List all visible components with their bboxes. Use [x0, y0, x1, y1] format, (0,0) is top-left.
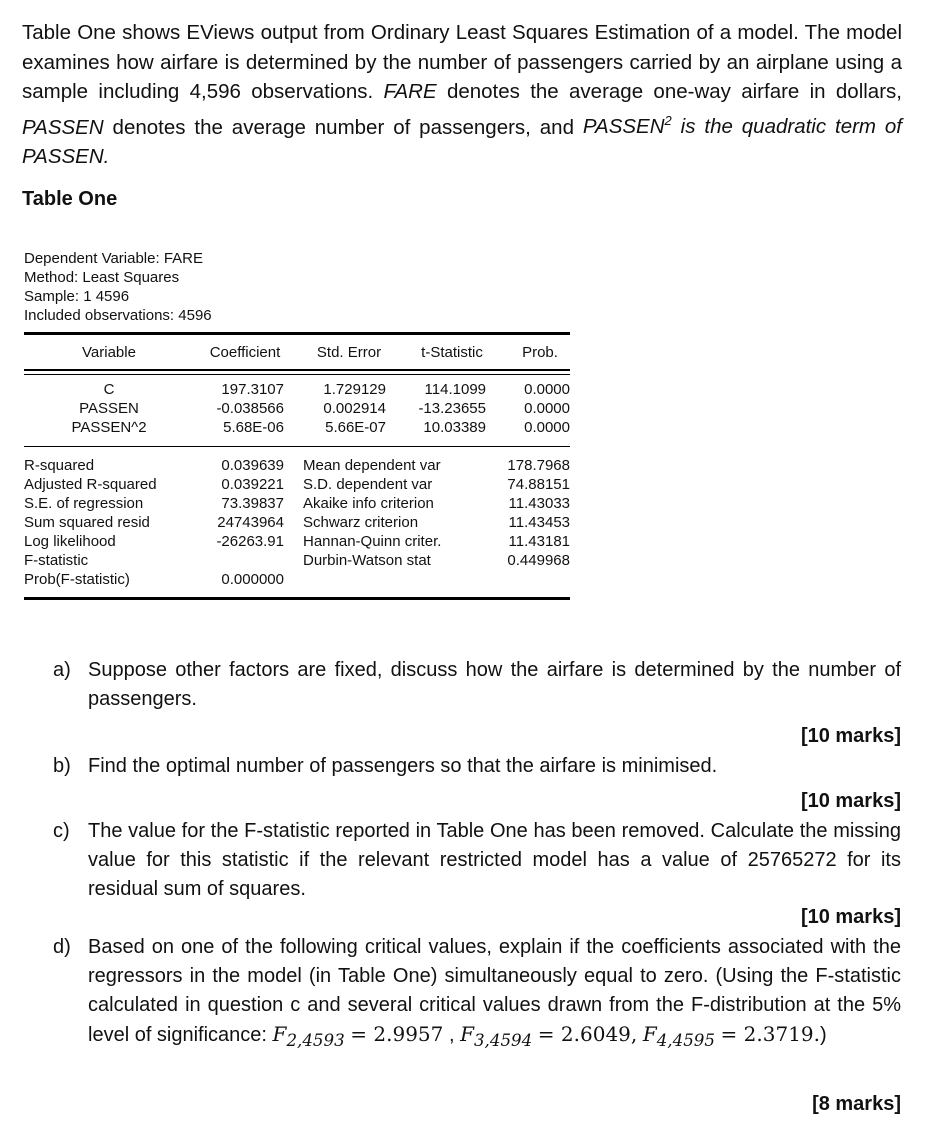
stat-right-label-3: Schwarz criterion [303, 514, 419, 531]
header-bottom-rule-2 [24, 374, 570, 375]
intro-passen: PASSEN [22, 115, 104, 139]
header-prob: Prob. [522, 344, 558, 361]
question-a-letter: a) [53, 659, 71, 681]
coef-coefficient-c: 197.3107 [221, 381, 284, 398]
intro-text-2: denotes the average one-way airfare in dollars, [436, 80, 902, 103]
marks-d: [8 marks] [812, 1093, 901, 1115]
stat-left-value-0: 0.039639 [221, 457, 284, 474]
stat-right-label-5: Durbin-Watson stat [303, 552, 431, 569]
coef-variable-passen2: PASSEN^2 [71, 419, 147, 436]
stat-right-label-1: S.D. dependent var [303, 476, 433, 493]
critical-value-f3: = 2.3719. [720, 1022, 820, 1046]
stat-left-value-3: 24743964 [217, 514, 284, 531]
intro-passen2: PASSEN [582, 115, 665, 139]
stat-left-value-1: 0.039221 [221, 476, 284, 493]
coef-coefficient-passen2: 5.68E-06 [223, 419, 284, 436]
stat-right-value-3: 11.43453 [508, 514, 570, 531]
stat-right-label-2: Akaike info criterion [303, 495, 434, 512]
coef-std-error-c: 1.729129 [323, 381, 386, 398]
coef-std-error-passen2: 5.66E-07 [325, 419, 386, 436]
stat-right-label-4: Hannan-Quinn criter. [303, 533, 442, 550]
header-std-error: Std. Error [316, 344, 382, 361]
coef-t-stat-c: 114.1099 [424, 381, 486, 398]
intro-superscript: 2 [664, 113, 672, 129]
question-b-letter: b) [53, 755, 71, 777]
stat-left-value-4: -26263.91 [216, 533, 284, 550]
intro-text-4: is the quadratic term of PASSEN. [22, 115, 902, 168]
stat-left-value-2: 73.39837 [221, 495, 284, 512]
coef-variable-c: C [103, 381, 115, 398]
stat-left-label-2: S.E. of regression [24, 495, 144, 512]
coef-stats-divider [24, 446, 570, 447]
header-bottom-rule-1 [24, 369, 570, 371]
stat-left-label-5: F-statistic [24, 552, 89, 569]
coef-prob-c: 0.0000 [524, 381, 570, 398]
coef-prob-passen: 0.0000 [524, 400, 570, 417]
intro-text-3: denotes the average number of passengers, and [103, 115, 574, 139]
question-a-text: Suppose other factors are fixed, discuss how the airfare is determined by the number of passengers. [88, 659, 901, 710]
critical-value-f3-symbol: F [642, 1022, 657, 1046]
stat-right-value-5: 0.449968 [507, 552, 570, 569]
header-coefficient: Coefficient [209, 344, 281, 361]
critical-value-f2: = 2.6049, [537, 1022, 638, 1046]
critical-value-f1-df: 2,4593 [286, 1031, 345, 1050]
stat-right-value-2: 11.43033 [508, 495, 570, 512]
coef-t-stat-passen2: 10.03389 [423, 419, 486, 436]
coef-std-error-passen: 0.002914 [323, 400, 386, 417]
coef-prob-passen2: 0.0000 [524, 419, 570, 436]
marks-c: [10 marks] [800, 906, 901, 928]
question-c-letter: c) [53, 820, 70, 842]
table-top-rule [24, 332, 570, 335]
critical-value-f3-df: 4,4595 [656, 1031, 715, 1050]
intro-text-1: Table One shows EViews output from Ordinary Least Squares Estimation of a model. The model examines how airfare is determined by the number of passengers carried by an airplane using a sample including 4,596 observations. [22, 21, 902, 103]
meta-method: Method: Least Squares [24, 269, 180, 286]
stat-left-label-0: R-squared [24, 457, 95, 474]
output-meta [24, 249, 212, 325]
meta-sample: Sample: 1 4596 [24, 288, 130, 305]
stat-left-value-6: 0.000000 [221, 571, 284, 588]
question-d-text: Based on one of the following critical values, explain if the coefficients associated with the regressors in the model (in Table One) simultaneously equal to zero. (Using the F-statistic calculated in question c and several critical values drawn from the F-distribution at the 5% level of significance: [88, 936, 901, 1046]
question-b-text: Find the optimal number of passengers so that the airfare is minimised. [88, 755, 718, 777]
stat-left-label-3: Sum squared resid [24, 514, 150, 531]
critical-value-f2-symbol: F [460, 1022, 474, 1046]
meta-observations: Included observations: 4596 [24, 307, 212, 324]
question-d-close: ) [820, 1024, 827, 1046]
critical-value-f1: = 2.9957 [350, 1022, 444, 1046]
critical-value-f2-df: 3,4594 [473, 1031, 533, 1050]
coef-t-stat-passen: -13.23655 [418, 400, 486, 417]
meta-dependent-variable: Dependent Variable: FARE [24, 250, 203, 267]
header-t-statistic: t-Statistic [421, 344, 483, 361]
stat-right-label-0: Mean dependent var [303, 457, 441, 474]
stat-left-label-1: Adjusted R-squared [24, 476, 157, 493]
question-d-body: Based on one of the following critical values, explain if the coefficients associated with the regressors in the model (in Table One) simultaneously equal to zero. (Using the F-statistic calculated in question c and several critical values drawn from the F-distribution at the 5% level of significance: $F_{2,4593} = 2.9957$ , $F_{3,4594} = 2.6049$, $F_{4,4595} = 2.3719$.) [88, 936, 901, 1050]
critical-value-f1-symbol: F [272, 1022, 287, 1046]
stat-left-label-6: Prob(F-statistic) [24, 571, 130, 588]
coef-coefficient-passen: -0.038566 [216, 400, 284, 417]
coef-variable-passen: PASSEN [79, 400, 139, 417]
intro-paragraph [22, 18, 902, 171]
stat-left-label-4: Log likelihood [24, 533, 116, 550]
question-c-text: The value for the F-statistic reported in Table One has been removed. Calculate the missing value for this statistic if the relevant restricted model has a value of 25765272 for its residual sum of squares. [88, 820, 901, 900]
marks-b: [10 marks] [800, 790, 901, 812]
stat-right-value-4: 11.43181 [508, 533, 570, 550]
table-bottom-rule [24, 597, 570, 600]
stat-right-value-1: 74.88151 [507, 476, 570, 493]
question-d-letter: d) [53, 936, 71, 958]
marks-a: [10 marks] [800, 725, 901, 747]
intro-fare: FARE [383, 80, 437, 103]
table-title: Table One [22, 188, 118, 210]
header-variable: Variable [82, 344, 136, 361]
stat-right-value-0: 178.7968 [507, 457, 570, 474]
